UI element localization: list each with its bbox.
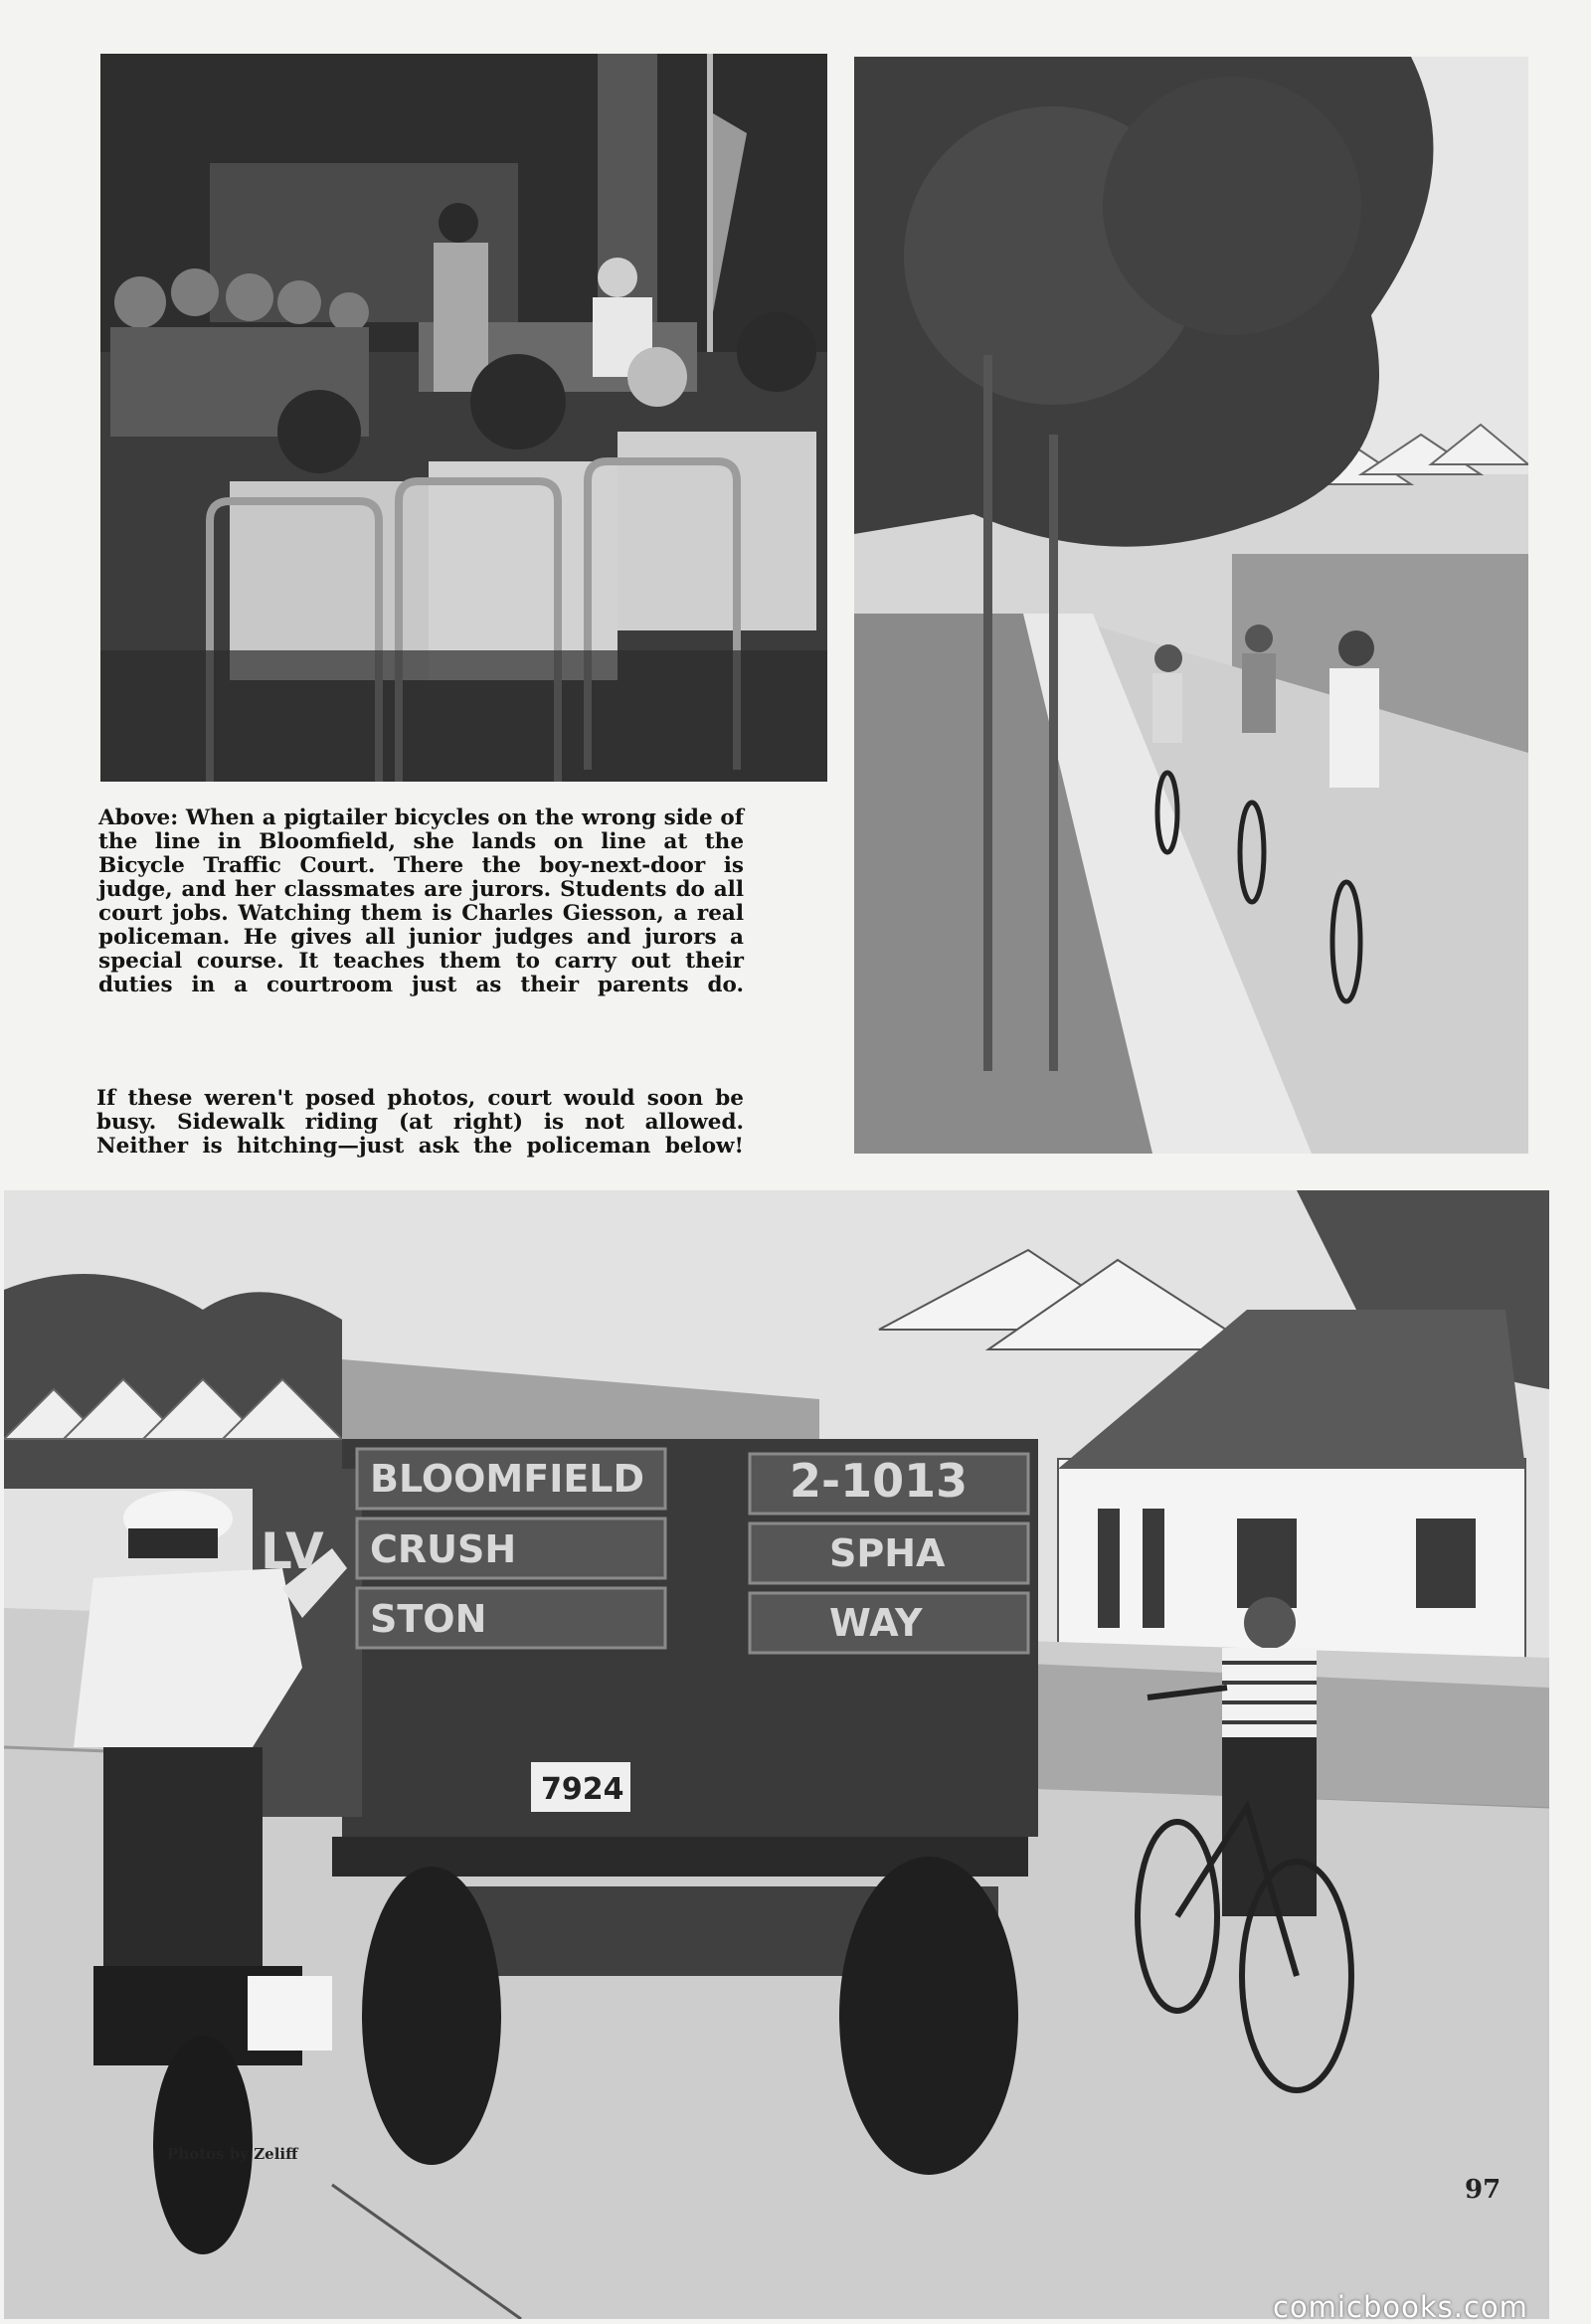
truck-text-ston: STON [370, 1597, 487, 1641]
courtroom-caption: Above: When a pigtailer bicycles on the wrong side of the line in Bloomfield, she lands on line at the Bicycle Traffic Court. There the boy-next-door is judge, and her classmates are jurors. Students do all court jobs. Watching them is Charles Giesson, a real policeman. He gives all junior judges and jurors a special course. It teaches them to carry out their duties in a courtroom just as their parents do. [98, 805, 744, 997]
truck-text-side: LV [261, 1522, 324, 1580]
page-number: 97 [1465, 2175, 1502, 2205]
truck-text-spha: SPHA [829, 1531, 946, 1575]
truck-text-way: WAY [829, 1601, 923, 1645]
courtroom-photo [100, 54, 827, 782]
watermark: comicbooks.com [1273, 2290, 1528, 2324]
truck-text-bloomfield: BLOOMFIELD [370, 1457, 645, 1501]
photo-credit: Photos by Zeliff [167, 2145, 298, 2163]
sidewalk-caption: If these weren't posed photos, court would soon be busy. Sidewalk riding (at right) is not allowed. Neither is hitching—just ask the policeman below! [96, 1086, 744, 1159]
sidewalk-bicycles-photo [854, 57, 1528, 1154]
truck-text-crush: CRUSH [370, 1527, 517, 1571]
license-plate: 7924 [541, 1772, 624, 1807]
truck-text-phone: 2-1013 [790, 1454, 969, 1508]
